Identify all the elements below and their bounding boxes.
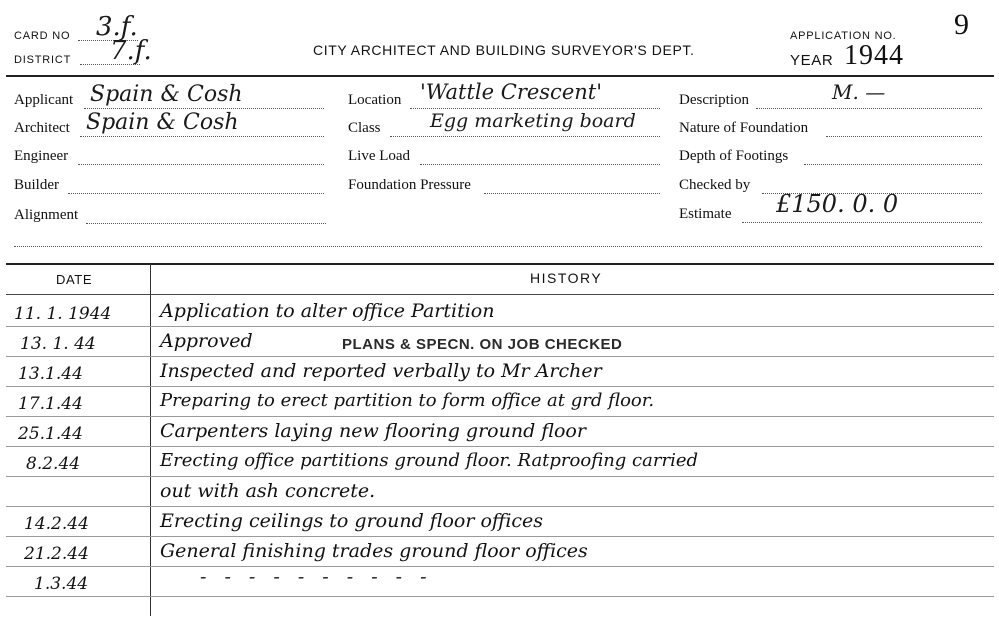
description-value: M. — — [832, 80, 886, 104]
header-row-rule — [6, 294, 994, 295]
history-entry: Carpenters laying new flooring ground floor — [160, 420, 586, 442]
ruled-line — [6, 446, 994, 447]
year-label: YEAR — [790, 52, 834, 69]
engineer-label: Engineer — [14, 148, 69, 164]
history-top-rule — [6, 263, 994, 265]
alignment-label: Alignment — [14, 207, 79, 223]
applicant-line — [84, 108, 324, 109]
builder-line — [68, 193, 324, 194]
depth-of-footings-label: Depth of Footings — [679, 148, 789, 164]
ruled-line — [6, 596, 994, 597]
ruled-line — [6, 536, 994, 537]
nature-of-foundation-label: Nature of Foundation — [679, 120, 809, 136]
district-value: 7.f. — [110, 36, 152, 66]
class-label: Class — [348, 120, 381, 136]
builder-label: Builder — [14, 177, 59, 193]
history-entry: Inspected and reported verbally to Mr Archer — [160, 360, 602, 382]
year-value: 1944 — [844, 40, 904, 71]
history-date: 17.1.44 — [18, 394, 83, 414]
ruled-line — [6, 506, 994, 507]
history-entry: out with ash concrete. — [160, 480, 376, 502]
history-date: 1.3.44 — [34, 574, 89, 594]
live-load-line — [420, 164, 660, 165]
foundation-pressure-label: Foundation Pressure — [348, 177, 471, 193]
depth-of-footings-line — [804, 164, 982, 165]
history-date: 14.2.44 — [24, 514, 89, 534]
location-value: 'Wattle Crescent' — [420, 80, 602, 104]
details-bottom-line — [14, 246, 982, 247]
date-column-divider — [150, 264, 151, 616]
ruled-line — [6, 356, 994, 357]
location-label: Location — [348, 92, 402, 108]
description-label: Description — [679, 92, 749, 108]
location-line — [410, 108, 660, 109]
history-entry: Erecting ceilings to ground floor offices — [160, 510, 544, 532]
architect-line — [80, 136, 324, 137]
architect-label: Architect — [14, 120, 70, 136]
card-no-label: CARD NO — [14, 30, 71, 42]
history-entry: - - - - - - - - - - — [200, 566, 433, 588]
history-date: 13.1.44 — [18, 364, 83, 384]
history-date: 21.2.44 — [24, 544, 89, 564]
application-no-value: 9 — [954, 8, 969, 41]
nature-of-foundation-line — [826, 136, 982, 137]
ruled-line — [6, 416, 994, 417]
header-rule — [6, 75, 994, 77]
checked-by-label: Checked by — [679, 177, 751, 193]
ruled-line — [6, 326, 994, 327]
application-no-label: APPLICATION NO. — [790, 30, 897, 42]
foundation-pressure-line — [484, 193, 660, 194]
estimate-label: Estimate — [679, 206, 732, 222]
estimate-line — [742, 222, 982, 223]
history-entry: Erecting office partitions ground floor. Ratproofing carried — [160, 450, 699, 471]
estimate-value: £150. 0. 0 — [776, 190, 899, 218]
inspection-stamp: PLANS & SPECN. ON JOB CHECKED — [342, 336, 623, 353]
alignment-line — [86, 223, 326, 224]
description-line — [756, 108, 982, 109]
class-line — [390, 136, 660, 137]
history-entry: Application to alter office Partition — [160, 300, 495, 322]
applicant-label: Applicant — [14, 92, 74, 108]
department-title: CITY ARCHITECT AND BUILDING SURVEYOR'S DEPT. — [313, 42, 695, 58]
history-entry: Preparing to erect partition to form office at grd floor. — [160, 390, 655, 411]
applicant-value: Spain & Cosh — [90, 82, 243, 107]
class-value: Egg marketing board — [430, 110, 636, 132]
history-header: HISTORY — [530, 270, 603, 286]
history-entry: General finishing trades ground floor offices — [160, 540, 588, 562]
ruled-line — [6, 566, 994, 567]
architect-value: Spain & Cosh — [86, 110, 239, 135]
history-date: 13. 1. 44 — [20, 334, 96, 354]
date-header: DATE — [56, 272, 93, 287]
engineer-line — [78, 164, 324, 165]
district-label: DISTRICT — [14, 54, 72, 66]
ruled-line — [6, 476, 994, 477]
ruled-line — [6, 386, 994, 387]
live-load-label: Live Load — [348, 148, 411, 164]
card-no-value: 3.f. — [96, 12, 138, 42]
history-date: 11. 1. 1944 — [14, 304, 112, 324]
history-date: 8.2.44 — [26, 454, 81, 474]
history-entry: Approved — [160, 330, 253, 352]
history-date: 25.1.44 — [18, 424, 83, 444]
